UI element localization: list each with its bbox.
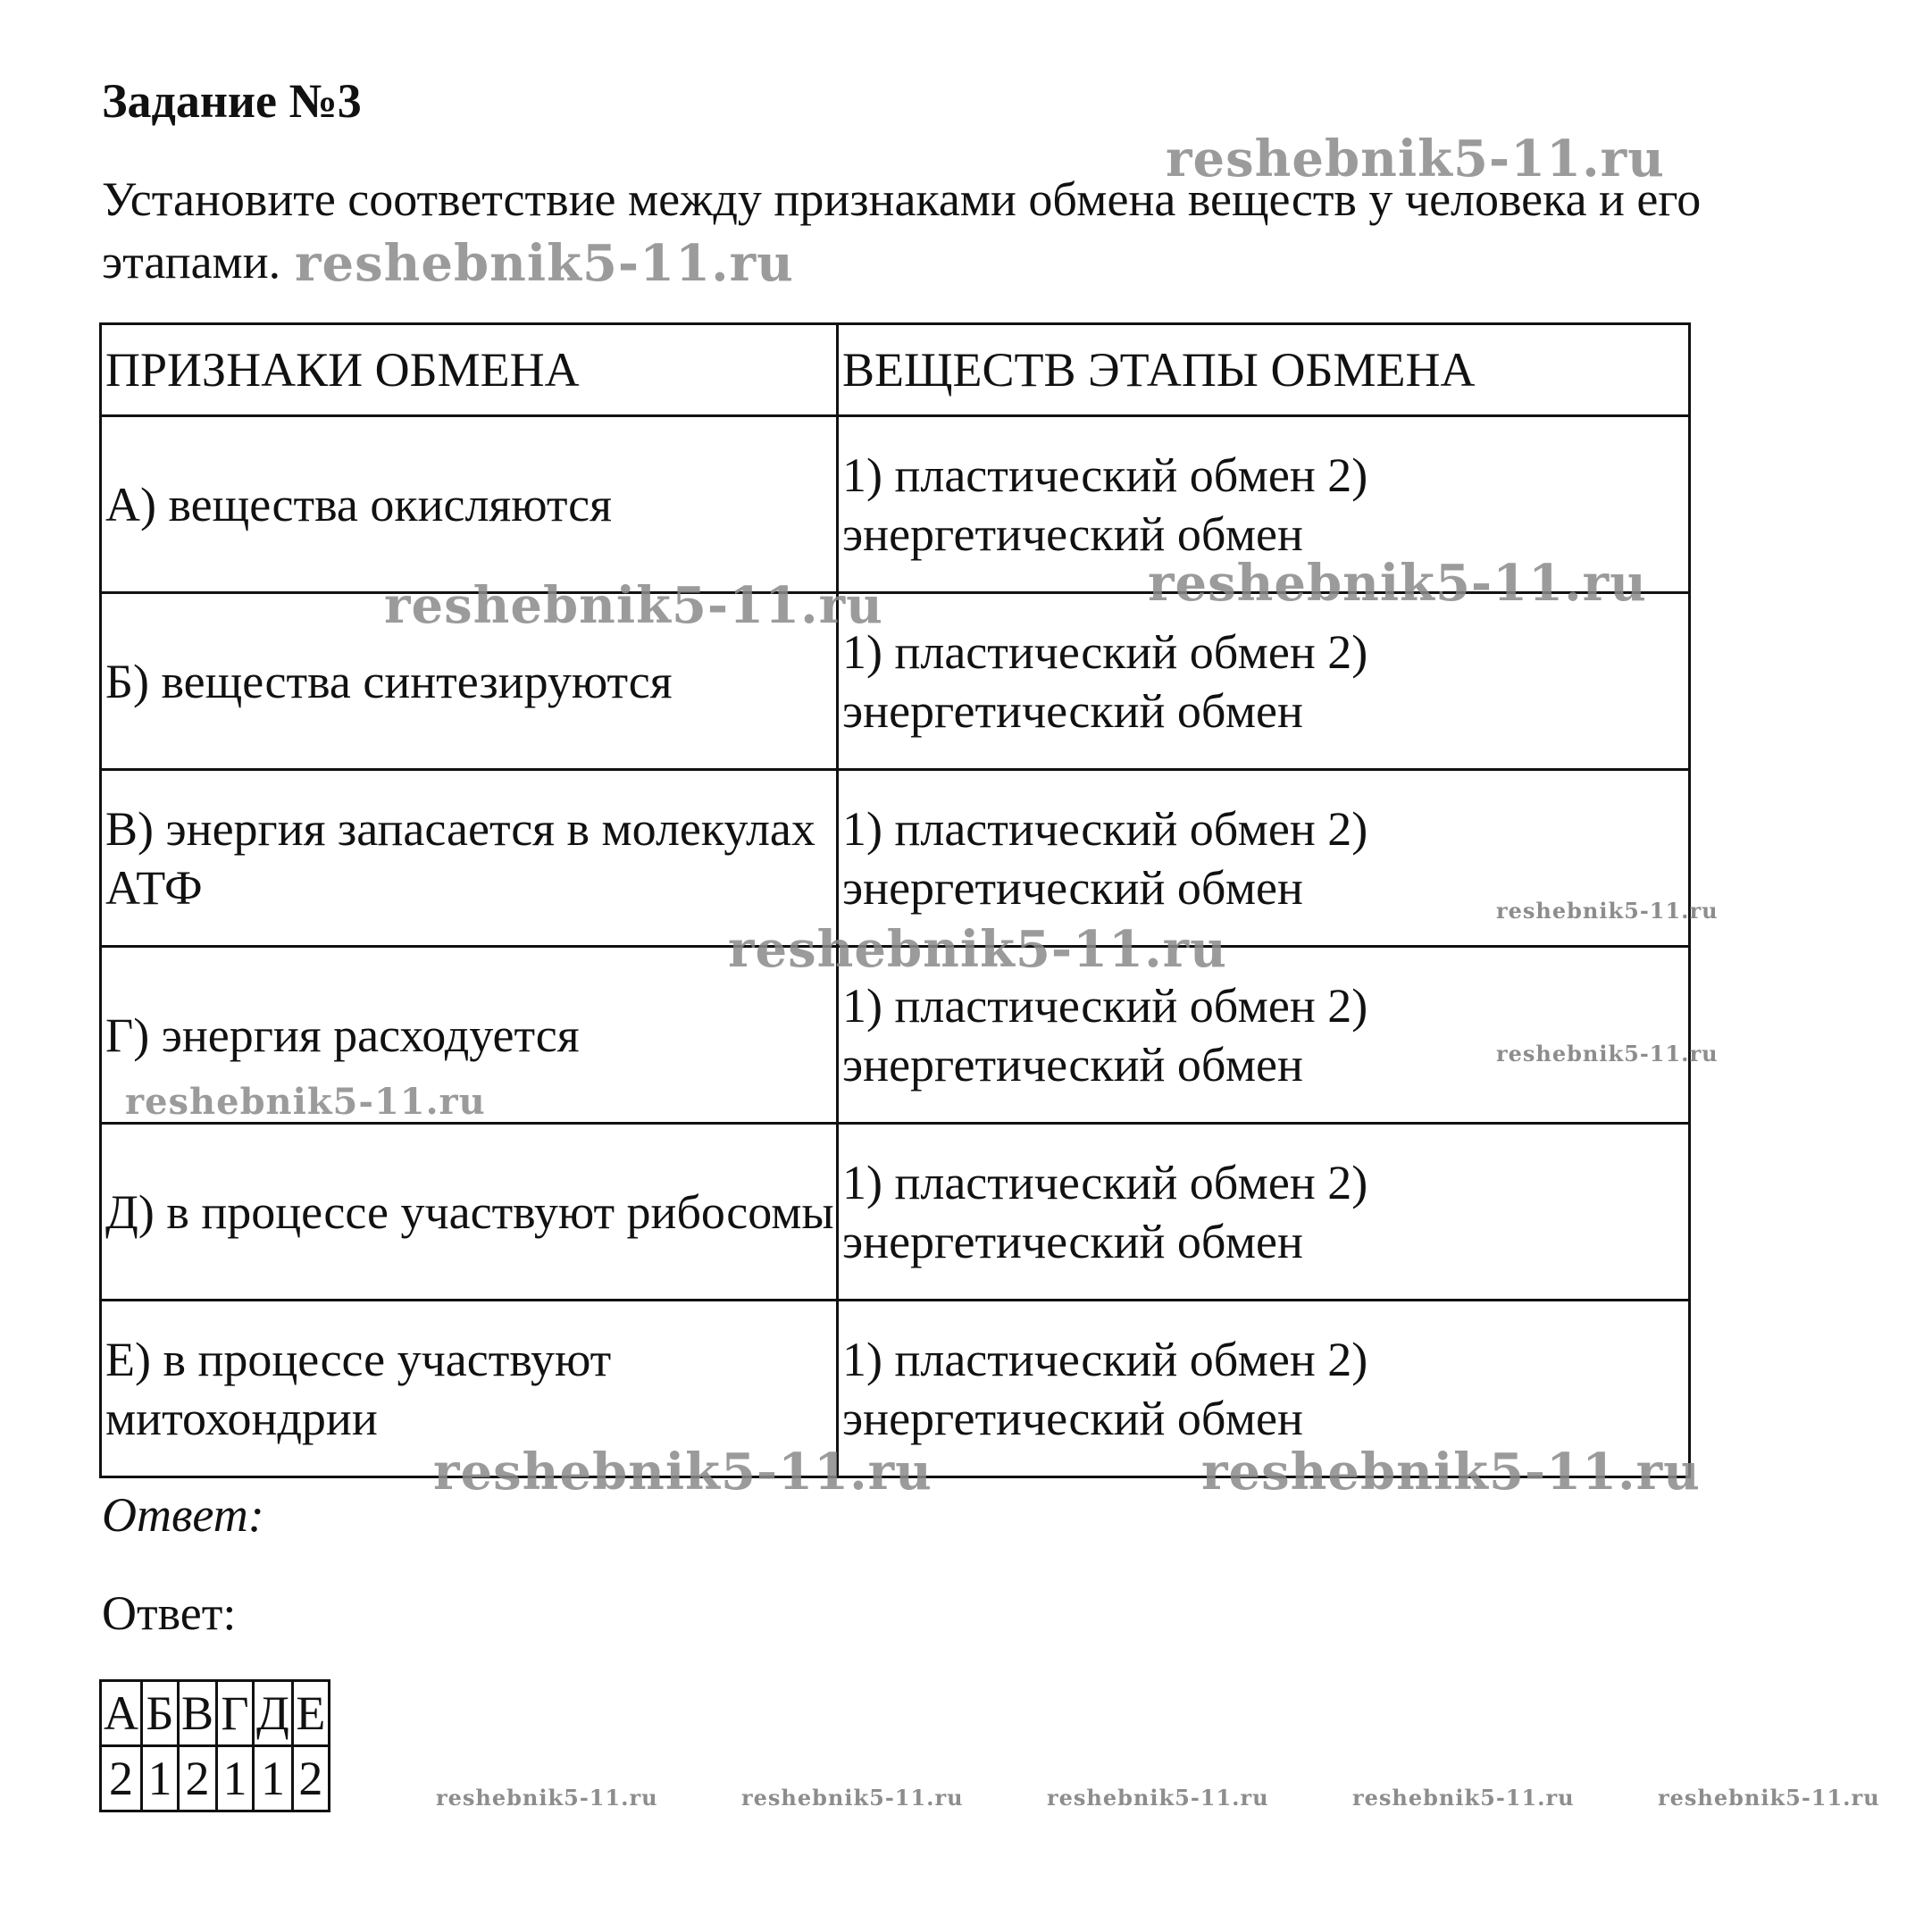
answer-letter: Б: [142, 1681, 179, 1746]
stages-cell: 1) пластический обмен 2) энергетический обмен: [838, 1301, 1690, 1477]
watermark: reshebnik5-11.ru: [1496, 1041, 1719, 1067]
answer-value: 1: [217, 1746, 254, 1811]
watermark: reshebnik5-11.ru: [1496, 898, 1719, 924]
stages-cell: 1) пластический обмен 2) энергетический обмен: [838, 1124, 1690, 1301]
task-text: Установите соответствие между признаками обмена веществ у человека и его этапами.: [102, 172, 1702, 289]
table-row: [101, 593, 1690, 770]
answer-label-italic: Ответ:: [102, 1488, 264, 1542]
sign-cell: Д) в процессе участвуют рибосомы: [101, 1124, 838, 1301]
sign-cell: Е) в процессе участвуют митохондрии: [101, 1301, 838, 1477]
table-header-row: [101, 324, 1690, 416]
answer-letter: Д: [254, 1681, 293, 1746]
answer-value: 1: [254, 1746, 293, 1811]
answer-letter: Г: [217, 1681, 254, 1746]
watermark: reshebnik5-11.ru: [433, 1443, 933, 1502]
matching-table: [99, 322, 1691, 1478]
answer-letter: А: [101, 1681, 142, 1746]
task-title: Задание №3: [102, 74, 362, 128]
watermark: reshebnik5-11.ru: [1658, 1785, 1880, 1811]
sign-cell: В) энергия запасается в молекулах АТФ: [101, 770, 838, 947]
stages-cell: 1) пластический обмен 2) энергетический обмен: [838, 593, 1690, 770]
watermark: reshebnik5-11.ru: [295, 234, 794, 293]
answer-value: 2: [179, 1746, 217, 1811]
watermark: reshebnik5-11.ru: [1148, 554, 1647, 613]
header-signs: ПРИЗНАКИ ОБМЕНА: [101, 324, 838, 416]
sign-cell: Г) энергия расходуется: [101, 947, 838, 1124]
answer-value: 2: [101, 1746, 142, 1811]
answer-letter: Е: [292, 1681, 329, 1746]
answer-letter: В: [179, 1681, 217, 1746]
sign-cell: Б) вещества синтезируются: [101, 593, 838, 770]
answer-letters-row: [101, 1681, 330, 1746]
watermark: reshebnik5-11.ru: [1352, 1785, 1575, 1811]
answer-value: 1: [142, 1746, 179, 1811]
answer-label: Ответ:: [102, 1586, 237, 1640]
answer-value: 2: [292, 1746, 329, 1811]
watermark: reshebnik5-11.ru: [741, 1785, 964, 1811]
stages-cell: 1) пластический обмен 2) энергетический обмен: [838, 947, 1690, 1124]
watermark: reshebnik5-11.ru: [1166, 130, 1665, 188]
sign-cell: А) вещества окисляются: [101, 416, 838, 593]
stages-cell: 1) пластический обмен 2) энергетический обмен: [838, 770, 1690, 947]
stages-cell: 1) пластический обмен 2) энергетический обмен: [838, 416, 1690, 593]
watermark: reshebnik5-11.ru: [384, 576, 883, 635]
watermark: reshebnik5-11.ru: [728, 920, 1227, 979]
header-stages: ВЕЩЕСТВ ЭТАПЫ ОБМЕНА: [838, 324, 1690, 416]
table-row: [101, 1124, 1690, 1301]
answer-values-row: [101, 1746, 330, 1811]
answer-table: [99, 1679, 330, 1812]
watermark: reshebnik5-11.ru: [1047, 1785, 1269, 1811]
watermark: reshebnik5-11.ru: [1201, 1443, 1701, 1502]
watermark: reshebnik5-11.ru: [125, 1081, 486, 1123]
watermark: reshebnik5-11.ru: [436, 1785, 658, 1811]
